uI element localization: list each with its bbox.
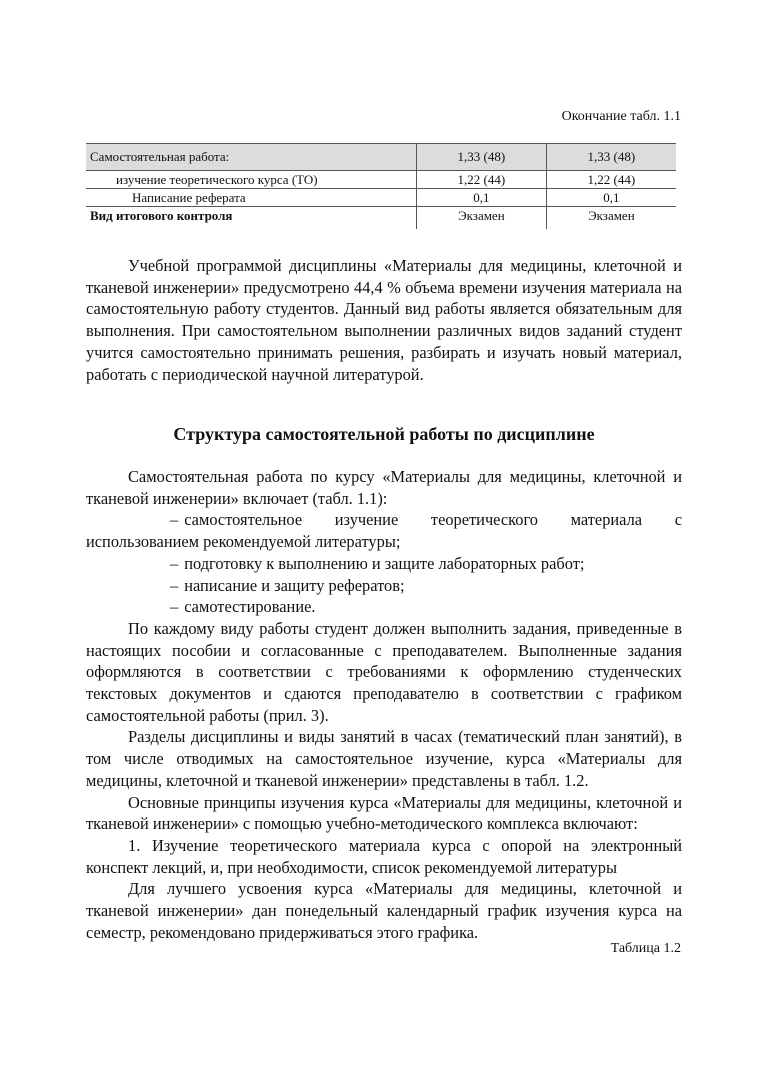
table-cell-value: Экзамен <box>546 207 676 230</box>
list-item <box>86 509 682 552</box>
section-heading: Структура самостоятельной работы по дисциплине <box>173 424 595 444</box>
table-cell-value: 0,1 <box>417 189 547 207</box>
workload-table <box>86 143 676 229</box>
principle-item-1: 1. Изучение теоретического материала курса с опорой на электронный конспект лекций, и, при необходимости, список рекомендуемой литературы <box>86 835 682 877</box>
table-continuation-caption: Окончание табл. 1.1 <box>561 109 681 124</box>
table-cell-value: 1,22 (44) <box>546 171 676 189</box>
table-cell-value: 1,33 (48) <box>546 144 676 171</box>
list-item <box>86 596 682 618</box>
table-cell-value: 1,33 (48) <box>417 144 547 171</box>
table-row <box>86 144 676 171</box>
tasks-paragraph: По каждому виду работы студент должен выполнить задания, приведенные в настоящих пособии и согласованные с преподавателем. Выполненные задания оформляются в соответствии с требованиями к оформлению студенческих текстовых документов и сдаются преподавателю в соответствии с графиком самостоятельной работы (прил. 3). <box>86 618 682 725</box>
table-row <box>86 171 676 189</box>
list-item <box>86 553 682 575</box>
sections-paragraph: Разделы дисциплины и виды занятий в часах (тематический план занятий), в том числе отводимых на самостоятельное изучение, курса «Материалы для медицины, клеточной и тканевой инженерии» представлены в табл. 1.2. <box>86 727 682 790</box>
principles-paragraph: Основные принципы изучения курса «Материалы для медицины, клеточной и тканевой инженерии» с помощью учебно-методического комплекса включают: <box>86 792 682 834</box>
table-cell-value: Экзамен <box>417 207 547 230</box>
list-item-text: самостоятельное изучение теоретического материала с использованием рекомендуемой литературы; <box>86 510 682 552</box>
table-cell-label: изучение теоретического курса (ТО) <box>86 171 417 189</box>
table-cell-value: 0,1 <box>546 189 676 207</box>
table-cell-label: Самостоятельная работа: <box>86 144 417 171</box>
next-table-caption: Таблица 1.2 <box>610 941 681 956</box>
dash-marker: – <box>170 553 179 573</box>
table-cell-value: 1,22 (44) <box>417 171 547 189</box>
dash-marker: – <box>170 597 179 617</box>
list-item <box>86 575 682 597</box>
table-cell-label: Вид итогового контроля <box>90 208 233 223</box>
list-item-text: подготовку к выполнению и защите лабораторных работ; <box>184 553 585 573</box>
table-row <box>86 189 676 207</box>
table-row <box>86 207 676 230</box>
table-cell-label: Написание реферата <box>86 189 417 207</box>
intro-block <box>86 255 682 385</box>
dash-marker: – <box>170 510 179 530</box>
list-item-text: написание и защиту рефератов; <box>184 575 405 595</box>
intro-paragraph: Учебной программой дисциплины «Материалы для медицины, клеточной и тканевой инженерии» предусмотрено 44,4 % объема времени изучения материала на самостоятельную работу студентов. Данный вид работы является обязательным для выполнения. При самостоятельном выполнении различных видов заданий студент учится самостоятельно принимать решения, разбирать и изучать новый материал, работать с периодической научной литературой. <box>86 256 682 384</box>
dash-marker: – <box>170 575 179 595</box>
list-item-text: самотестирование. <box>184 597 316 617</box>
structure-intro-paragraph: Самостоятельная работа по курсу «Материалы для медицины, клеточной и тканевой инженерии» включает (табл. 1.1): <box>86 467 682 508</box>
schedule-paragraph: Для лучшего усвоения курса «Материалы для медицины, клеточной и тканевой инженерии» дан понедельный календарный график изучения курса на семестр, рекомендовано придерживаться этого графика. <box>86 879 682 942</box>
body-text <box>86 466 682 943</box>
